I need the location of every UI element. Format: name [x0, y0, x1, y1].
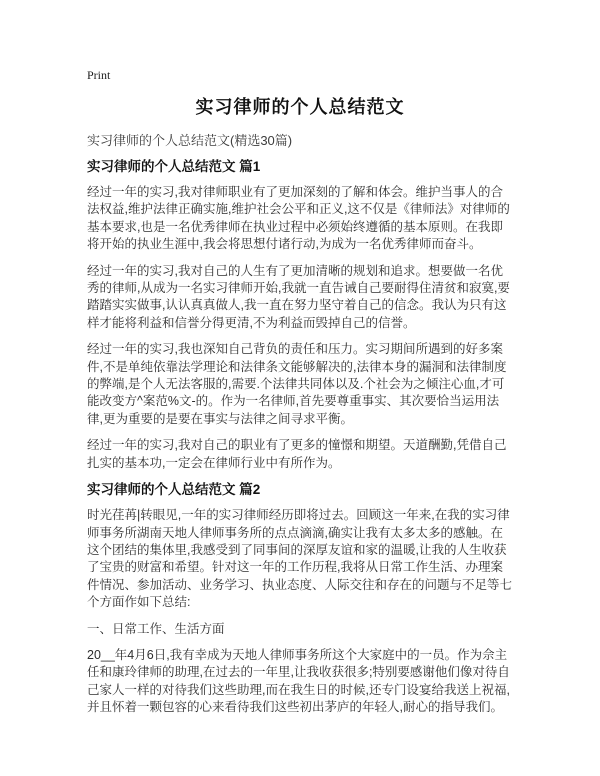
page-title: 实习律师的个人总结范文 — [195, 97, 405, 117]
section-1-paragraph-1: 经过一年的实习,我对律师职业有了更加深刻的了解和体会。维护当事人的合法权益,维护法律正确实施,维护社会公平和正义,这不仅是《律师法》对律师的基本要求,也是一名优秀律师在执业过程中必须始终遵循的基本原则。在我即将开始的执业生涯中,我会将思想付诸行动,为成为一名优秀律师而奋斗。 — [87, 185, 510, 252]
section-2-heading: 实习律师的个人总结范文 篇2 — [87, 482, 261, 498]
section-2-paragraph-1: 时光荏苒|转眼见,一年的实习律师经历即将过去。回顾这一年来,在我的实习律师事务所湖南天地人律师事务所的点点滴滴,确实让我有太多太多的感触。在这个团结的集体里,我感受到了同事间的深厚友谊和家的温暖,让我的人生收获了宝贵的财富和希望。针对这一年的工作历程,我将从日常工作生活、办理案件情况、参加活动、业务学习、执业态度、人际交往和存在的问题与不足等七个方面作如下总结: — [87, 508, 513, 610]
section-1-paragraph-4: 经过一年的实习,我对自己的职业有了更多的憧憬和期望。天道酬勤,凭借自己扎实的基本功,一定会在律师行业中有所作为。 — [87, 438, 507, 470]
print-button[interactable]: Print — [87, 68, 111, 82]
essay-section-1 — [87, 158, 513, 472]
essay-section-2 — [87, 481, 513, 716]
section-2-subheading: 一、日常工作、生活方面 — [87, 621, 225, 636]
section-1-paragraph-2: 经过一年的实习,我对自己的人生有了更加清晰的规划和追求。想要做一名优秀的律师,从成为一名实习律师开始,我就一直告诫自己要耐得住清贫和寂寞,要踏踏实实做事,认认真真做人,我一直在努力坚守着自己的信念。我认为只有这样才能将利益和信誉分得更清,不为利益而毁掉自己的信誉。 — [87, 263, 510, 330]
section-1-paragraph-3: 经过一年的实习,我也深知自己背负的责任和压力。实习期间所遇到的好多案件,不是单纯依靠法学理论和法律条文能够解决的,法律本身的漏洞和法律制度的弊端,是个人无法客服的,需要.个法律共同体以及.个社会为之倾注心血,才可能改变方^案范%文-的。作为一名律师,首先要尊重事实、其次要恰当运用法律,更为重要的是要在事实与法律之间寻求平衡。 — [87, 342, 507, 426]
collection-subtitle: 实习律师的个人总结范文(精选30篇) — [87, 133, 293, 148]
section-1-heading: 实习律师的个人总结范文 篇1 — [87, 159, 261, 174]
section-2-paragraph-2: 20__年4月6日,我有幸成为天地人律师事务所这个大家庭中的一员。作为佘主任和康玲律师的助理,在过去的一年里,让我收获很多;特别要感谢他们像对待自己家人一样的对待我们这些助理,而在我生日的时候,还专门设宴给我送上祝福,并且怀着一颗包容的心来看待我们这些初出茅庐的年轻人,耐心的指导我们。 — [87, 647, 510, 715]
